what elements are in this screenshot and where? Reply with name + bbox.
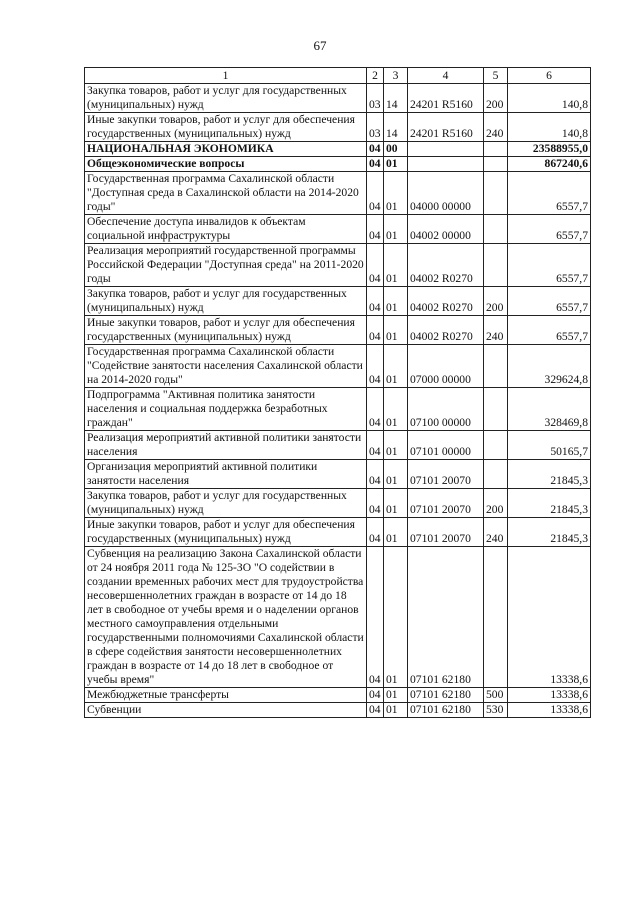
section-code-cell: 04 — [367, 172, 384, 215]
subsection-code-cell: 14 — [384, 113, 408, 142]
column-header: 1 — [85, 68, 367, 84]
subsection-code-cell: 00 — [384, 142, 408, 157]
table-row — [85, 215, 591, 244]
amount-cell: 6557,7 — [508, 316, 591, 345]
row-name-cell: Подпрограмма "Активная политика занятости населения и социальная поддержка безработных граждан" — [85, 388, 367, 431]
expense-type-cell: 240 — [484, 316, 508, 345]
page-number: 67 — [313, 38, 327, 53]
expense-type-cell — [484, 244, 508, 287]
target-article-cell: 24201 R5160 — [408, 84, 484, 113]
amount-cell: 6557,7 — [508, 172, 591, 215]
subsection-code-cell: 01 — [384, 244, 408, 287]
section-code-cell: 04 — [367, 157, 384, 172]
row-name-cell: Реализация мероприятий активной политики занятости населения — [85, 431, 367, 460]
target-article-cell: 07101 20070 — [408, 460, 484, 489]
expense-type-cell — [484, 142, 508, 157]
expense-type-cell: 530 — [484, 703, 508, 718]
expense-type-cell: 240 — [484, 113, 508, 142]
subsection-code-cell: 01 — [384, 157, 408, 172]
section-code-cell: 03 — [367, 84, 384, 113]
table-header-row — [85, 68, 591, 84]
section-code-cell: 04 — [367, 142, 384, 157]
amount-cell: 6557,7 — [508, 287, 591, 316]
table-row — [85, 316, 591, 345]
amount-cell: 21845,3 — [508, 518, 591, 547]
amount-cell: 140,8 — [508, 113, 591, 142]
target-article-cell: 07000 00000 — [408, 345, 484, 388]
amount-cell: 6557,7 — [508, 215, 591, 244]
section-code-cell: 04 — [367, 460, 384, 489]
section-code-cell: 04 — [367, 244, 384, 287]
row-name-cell: Закупка товаров, работ и услуг для государственных (муниципальных) нужд — [85, 287, 367, 316]
amount-cell: 50165,7 — [508, 431, 591, 460]
section-code-cell: 04 — [367, 287, 384, 316]
section-code-cell: 04 — [367, 215, 384, 244]
subsection-code-cell: 01 — [384, 688, 408, 703]
row-name-cell: Обеспечение доступа инвалидов к объектам социальной инфраструктуры — [85, 215, 367, 244]
row-name-cell: Реализация мероприятий государственной программы Российской Федерации "Доступная среда" на 2011-2020 годы — [85, 244, 367, 287]
amount-cell: 13338,6 — [508, 703, 591, 718]
row-name-cell: Межбюджетные трансферты — [85, 688, 367, 703]
table-row — [85, 157, 591, 172]
table-row — [85, 345, 591, 388]
table-row — [85, 688, 591, 703]
expense-type-cell — [484, 172, 508, 215]
budget-table — [84, 67, 591, 718]
target-article-cell: 04002 R0270 — [408, 244, 484, 287]
target-article-cell: 07100 00000 — [408, 388, 484, 431]
column-header: 2 — [367, 68, 384, 84]
subsection-code-cell: 01 — [384, 460, 408, 489]
row-name-cell: Субвенции — [85, 703, 367, 718]
amount-cell: 6557,7 — [508, 244, 591, 287]
subsection-code-cell: 14 — [384, 84, 408, 113]
amount-cell: 13338,6 — [508, 688, 591, 703]
subsection-code-cell: 01 — [384, 518, 408, 547]
target-article-cell: 07101 62180 — [408, 688, 484, 703]
section-code-cell: 04 — [367, 388, 384, 431]
expense-type-cell: 200 — [484, 489, 508, 518]
row-name-cell: Субвенция на реализацию Закона Сахалинской области от 24 ноября 2011 года № 125-ЗО "О содействии в создании временных рабочих мест для трудоустройства несовершеннолетних граждан в возрасте от 14 до 18 лет в свободное от учебы время и о наделении органов местного самоуправления отдельными государственными полномочиями Сахалинской области в сфере содействия занятости несовершеннолетних граждан в возрасте от 14 до 18 лет в свободное от учебы время" — [85, 547, 367, 688]
row-name-cell: Закупка товаров, работ и услуг для государственных (муниципальных) нужд — [85, 84, 367, 113]
target-article-cell — [408, 157, 484, 172]
table-row — [85, 172, 591, 215]
amount-cell: 867240,6 — [508, 157, 591, 172]
row-name-cell: Государственная программа Сахалинской области "Доступная среда в Сахалинской области на 2014-2020 годы" — [85, 172, 367, 215]
section-code-cell: 04 — [367, 688, 384, 703]
expense-type-cell — [484, 547, 508, 688]
table-row — [85, 431, 591, 460]
target-article-cell — [408, 142, 484, 157]
subsection-code-cell: 01 — [384, 316, 408, 345]
expense-type-cell — [484, 388, 508, 431]
amount-cell: 140,8 — [508, 84, 591, 113]
table-row — [85, 84, 591, 113]
subsection-code-cell: 01 — [384, 431, 408, 460]
subsection-code-cell: 01 — [384, 388, 408, 431]
section-code-cell: 04 — [367, 345, 384, 388]
section-code-cell: 04 — [367, 518, 384, 547]
subsection-code-cell: 01 — [384, 547, 408, 688]
row-name-cell: Иные закупки товаров, работ и услуг для обеспечения государственных (муниципальных) нужд — [85, 316, 367, 345]
row-name-cell: Иные закупки товаров, работ и услуг для обеспечения государственных (муниципальных) нужд — [85, 113, 367, 142]
expense-type-cell — [484, 157, 508, 172]
table-row — [85, 244, 591, 287]
subsection-code-cell: 01 — [384, 172, 408, 215]
target-article-cell: 07101 20070 — [408, 489, 484, 518]
expense-type-cell — [484, 431, 508, 460]
amount-cell: 23588955,0 — [508, 142, 591, 157]
amount-cell: 21845,3 — [508, 489, 591, 518]
row-name-cell: Государственная программа Сахалинской области "Содействие занятости населения Сахалинской области на 2014-2020 годы" — [85, 345, 367, 388]
table-row — [85, 287, 591, 316]
amount-cell: 21845,3 — [508, 460, 591, 489]
section-code-cell: 04 — [367, 547, 384, 688]
target-article-cell: 04002 00000 — [408, 215, 484, 244]
row-name-cell: Организация мероприятий активной политики занятости населения — [85, 460, 367, 489]
table-row — [85, 142, 591, 157]
table-row — [85, 518, 591, 547]
section-code-cell: 03 — [367, 113, 384, 142]
expense-type-cell — [484, 460, 508, 489]
amount-cell: 328469,8 — [508, 388, 591, 431]
table-row — [85, 703, 591, 718]
expense-type-cell — [484, 215, 508, 244]
section-code-cell: 04 — [367, 489, 384, 518]
target-article-cell: 07101 20070 — [408, 518, 484, 547]
subsection-code-cell: 01 — [384, 703, 408, 718]
target-article-cell: 04002 R0270 — [408, 316, 484, 345]
amount-cell: 13338,6 — [508, 547, 591, 688]
column-header: 5 — [484, 68, 508, 84]
target-article-cell: 04002 R0270 — [408, 287, 484, 316]
section-code-cell: 04 — [367, 431, 384, 460]
target-article-cell: 24201 R5160 — [408, 113, 484, 142]
expense-type-cell: 500 — [484, 688, 508, 703]
target-article-cell: 07101 62180 — [408, 703, 484, 718]
column-header: 3 — [384, 68, 408, 84]
subsection-code-cell: 01 — [384, 489, 408, 518]
table-row — [85, 113, 591, 142]
section-code-cell: 04 — [367, 316, 384, 345]
section-code-cell: 04 — [367, 703, 384, 718]
table-row — [85, 388, 591, 431]
table-row — [85, 460, 591, 489]
row-name-cell: Иные закупки товаров, работ и услуг для обеспечения государственных (муниципальных) нужд — [85, 518, 367, 547]
expense-type-cell: 200 — [484, 287, 508, 316]
expense-type-cell — [484, 345, 508, 388]
row-name-cell: НАЦИОНАЛЬНАЯ ЭКОНОМИКА — [85, 142, 367, 157]
target-article-cell: 07101 00000 — [408, 431, 484, 460]
target-article-cell: 07101 62180 — [408, 547, 484, 688]
column-header: 6 — [508, 68, 591, 84]
column-header: 4 — [408, 68, 484, 84]
table-row — [85, 547, 591, 688]
subsection-code-cell: 01 — [384, 215, 408, 244]
target-article-cell: 04000 00000 — [408, 172, 484, 215]
table-body — [85, 84, 591, 718]
subsection-code-cell: 01 — [384, 287, 408, 316]
row-name-cell: Закупка товаров, работ и услуг для государственных (муниципальных) нужд — [85, 489, 367, 518]
amount-cell: 329624,8 — [508, 345, 591, 388]
expense-type-cell: 240 — [484, 518, 508, 547]
subsection-code-cell: 01 — [384, 345, 408, 388]
row-name-cell: Общеэкономические вопросы — [85, 157, 367, 172]
table-row — [85, 489, 591, 518]
expense-type-cell: 200 — [484, 84, 508, 113]
